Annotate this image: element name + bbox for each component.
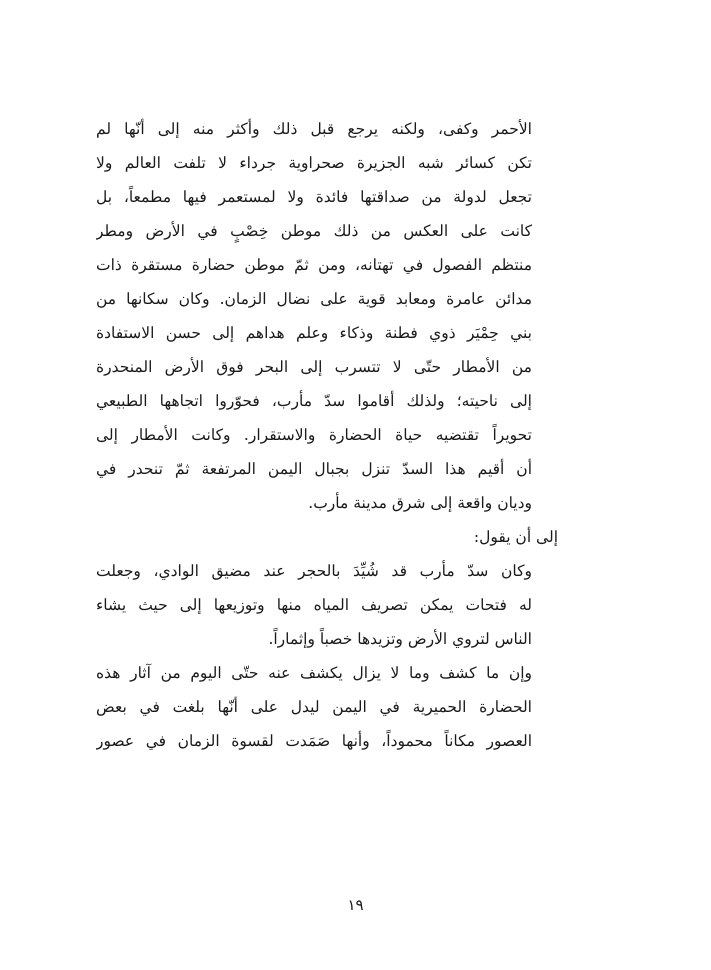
text-line: وديان واقعة إلى شرق مدينة مأرب. [308,494,532,512]
text-line: إلى ناحيته؛ ولذلك أقاموا سدّ مأرب، فحوّروا اتجاهها الطبيعي [96,392,532,410]
text-line: وكان سدّ مأرب قد شُيِّدَ بالحجر عند مضيق الوادي، وجعلت [96,562,532,580]
page-number: ١٩ [347,896,364,914]
text-line: الأحمر وكفى، ولكنه يرجع قبل ذلك وأكثر منه إلى أنّها لم [96,120,532,138]
text-line: تجعل لدولة من صداقتها فائدة ولا لمستعمر فيها مطمعاً، بل [96,188,532,206]
body-text [96,112,558,758]
text-line: تحويراً تقتضيه حياة الحضارة والاستقرار. وكانت الأمطار إلى [96,426,532,444]
text-line: له فتحات يمكن تصريف المياه منها وتوزيعها إلى حيث يشاء [96,596,532,614]
text-line: مدائن عامرة ومعابد قوية على نضال الزمان. وكان سكانها من [96,290,532,308]
text-line: الناس لتروي الأرض وتزيدها خصباً وإثماراً. [268,630,532,648]
text-line: من الأمطار حتّى لا تتسرب إلى البحر فوق الأرض المنحدرة [96,358,532,376]
text-line: منتظم الفصول في تهتانه، ومن ثمّ موطن حضارة مستقرة ذات [96,256,532,274]
text-line: الحضارة الحميرية في اليمن ليدل على أنّها بلغت في بعض [96,698,532,716]
text-line: كانت على العكس من ذلك موطن خِصْبٍ في الأرض ومطر [96,222,532,240]
text-line: تكن كسائر شبه الجزيرة صحراوية جرداء لا تلفت العالم ولا [96,154,532,172]
text-line: وإن ما كشف وما لا يزال يكشف عنه حتّى اليوم من آثار هذه [96,664,532,682]
quote-intro-line: إلى أن يقول: [473,528,558,546]
text-line: العصور مكاناً محموداً، وأنها صَمَدت لقسوة الزمان في عصور [96,732,532,750]
text-line: أن أقيم هذا السدّ تنزل بجبال اليمن المرتفعة ثمّ تنحدر في [96,460,532,478]
text-line: بني حِمْيَر ذوي فطنة وذكاء وعلم هداهم إلى حسن الاستفادة [96,324,532,342]
